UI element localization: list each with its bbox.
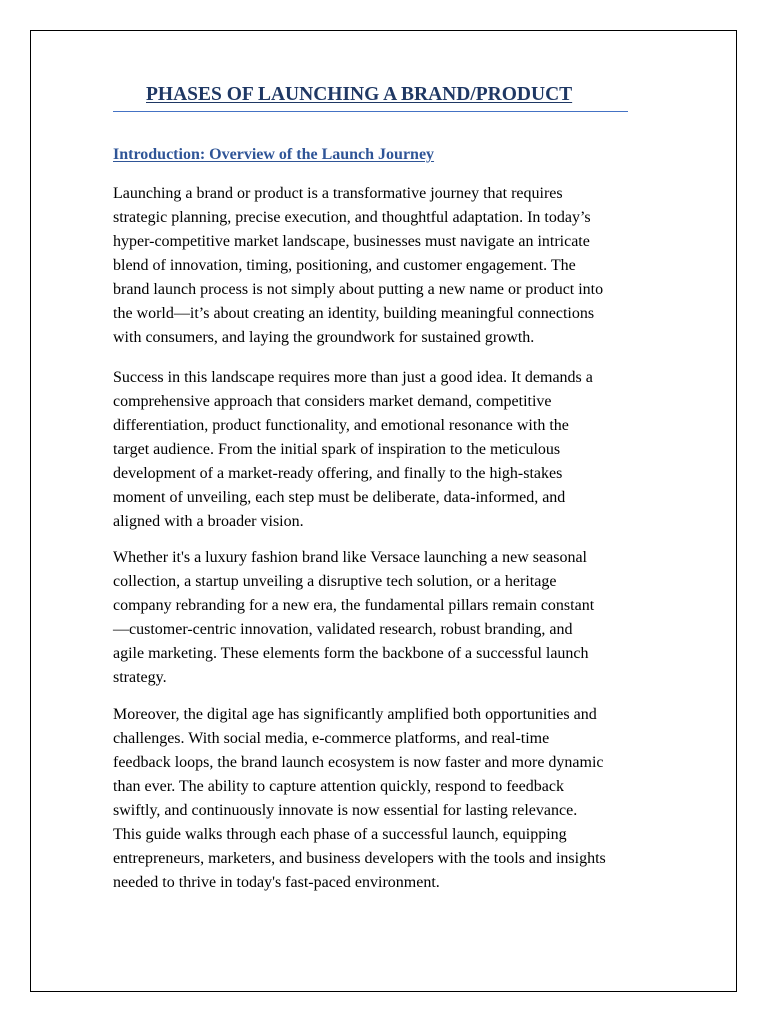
paragraph-line: than ever. The ability to capture attention quickly, respond to feedback (113, 778, 564, 795)
paragraph-2 (113, 366, 658, 534)
document-title: PHASES OF LAUNCHING A BRAND/PRODUCT (146, 84, 573, 105)
paragraph-line: target audience. From the initial spark of inspiration to the meticulous (113, 441, 561, 458)
paragraph-line: feedback loops, the brand launch ecosystem is now faster and more dynamic (113, 754, 604, 771)
paragraph-line: brand launch process is not simply about putting a new name or product into (113, 281, 604, 298)
paragraph-line: hyper-competitive market landscape, businesses must navigate an intricate (113, 233, 590, 250)
paragraph-line: collection, a startup unveiling a disruptive tech solution, or a heritage (113, 573, 557, 590)
paragraph-line: entrepreneurs, marketers, and business developers with the tools and insights (113, 850, 606, 867)
paragraph-line: Success in this landscape requires more than just a good idea. It demands a (113, 369, 593, 386)
paragraph-4 (113, 703, 658, 895)
paragraph-line: Launching a brand or product is a transformative journey that requires (113, 185, 563, 202)
paragraph-line: swiftly, and continuously innovate is now essential for lasting relevance. (113, 802, 578, 819)
paragraph-line: development of a market-ready offering, and finally to the high-stakes (113, 465, 563, 482)
paragraph-line: This guide walks through each phase of a successful launch, equipping (113, 826, 567, 843)
paragraph-line: Moreover, the digital age has significantly amplified both opportunities and (113, 706, 597, 723)
paragraph-line: strategic planning, precise execution, and thoughtful adaptation. In today’s (113, 209, 591, 226)
paragraph-line: comprehensive approach that considers market demand, competitive (113, 393, 552, 410)
paragraph-line: aligned with a broader vision. (113, 513, 304, 530)
section-heading: Introduction: Overview of the Launch Journey (113, 146, 435, 163)
paragraph-line: Whether it's a luxury fashion brand like Versace launching a new seasonal (113, 549, 587, 566)
paragraph-line: challenges. With social media, e-commerce platforms, and real-time (113, 730, 550, 747)
title-underline-rule (113, 111, 628, 112)
paragraph-line: blend of innovation, timing, positioning, and customer engagement. The (113, 257, 576, 274)
paragraph-line: needed to thrive in today's fast-paced environment. (113, 874, 440, 891)
paragraph-3 (113, 546, 658, 690)
paragraph-line: strategy. (113, 669, 167, 686)
paragraph-line: the world—it’s about creating an identity, building meaningful connections (113, 305, 595, 322)
paragraph-line: company rebranding for a new era, the fundamental pillars remain constant (113, 597, 595, 614)
paragraph-line: moment of unveiling, each step must be deliberate, data-informed, and (113, 489, 566, 506)
paragraph-line: differentiation, product functionality, and emotional resonance with the (113, 417, 569, 434)
paragraph-1 (113, 182, 658, 350)
paragraph-line: —customer-centric innovation, validated research, robust branding, and (113, 621, 573, 638)
paragraph-line: agile marketing. These elements form the backbone of a successful launch (113, 645, 589, 662)
paragraph-line: with consumers, and laying the groundwork for sustained growth. (113, 329, 535, 346)
